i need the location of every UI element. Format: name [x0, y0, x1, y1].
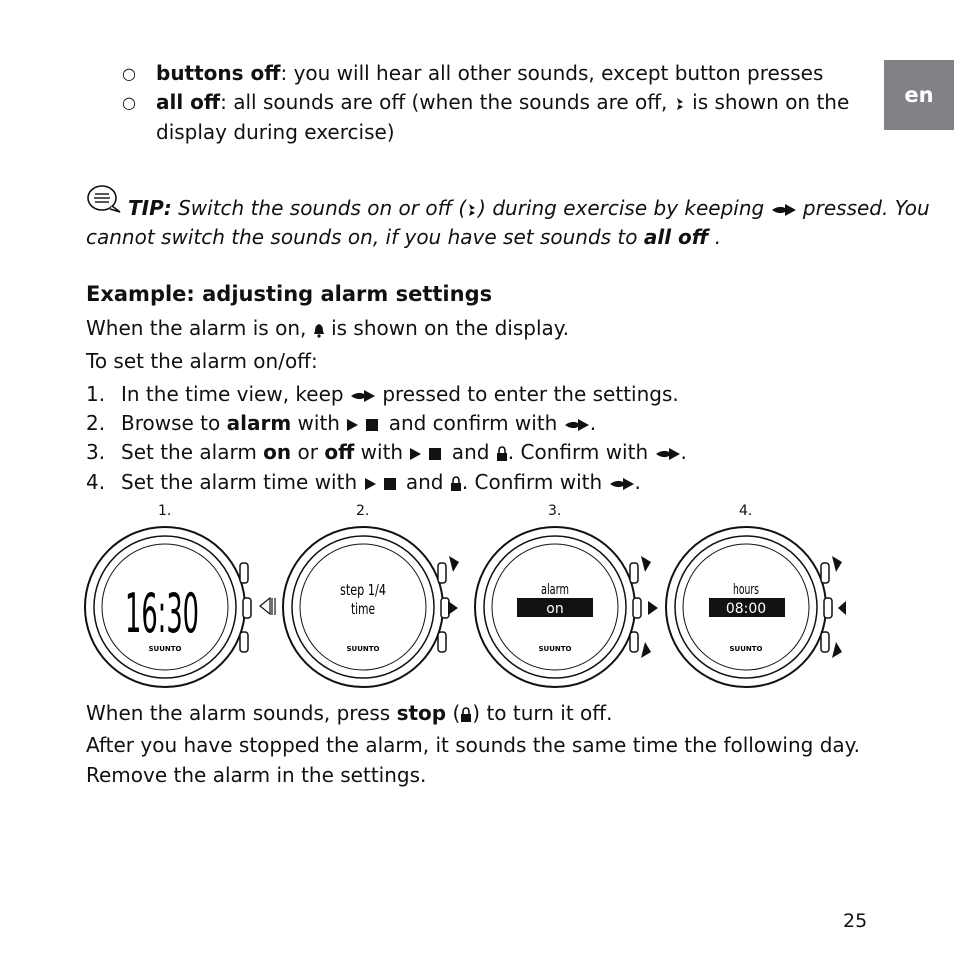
tip-text: Switch the sounds on or off (	[171, 196, 467, 220]
step-4	[86, 470, 641, 494]
bullet-term: buttons off	[156, 61, 281, 85]
step-term: on	[263, 440, 292, 464]
lock-icon	[450, 476, 462, 492]
watch-brand: SUUNTO	[148, 645, 182, 653]
arrow-right-icon	[350, 389, 376, 403]
watch-figure-4	[666, 527, 846, 687]
step-text: . Confirm with	[507, 440, 655, 464]
intro-text: is shown on the display.	[324, 316, 570, 340]
bullet-marker: ○	[122, 64, 136, 83]
step-text: or	[291, 440, 325, 464]
tip-text: pressed. You	[796, 196, 930, 220]
watch-figure-3	[475, 527, 658, 687]
step-text: Browse to	[121, 411, 227, 435]
step-text: .	[589, 411, 597, 435]
watch-figure-2	[283, 527, 459, 687]
watch-display-line1: alarm	[541, 582, 569, 598]
language-tab: en	[884, 60, 954, 130]
watch-brand: SUUNTO	[346, 645, 380, 653]
figure-label: 2.	[356, 503, 370, 519]
bell-icon	[313, 322, 325, 338]
footer-text: ) to turn it off.	[472, 701, 613, 725]
tip-bubble-icon	[86, 184, 124, 216]
figure-label: 3.	[548, 503, 562, 519]
example-intro	[86, 316, 569, 340]
step-number: 4.	[86, 470, 106, 494]
footer-line1	[86, 701, 612, 725]
arrow-right-icon	[564, 418, 590, 432]
watch-brand: SUUNTO	[538, 645, 572, 653]
watch-display-line2: 08:00	[725, 601, 767, 617]
watch-display-line1: hours	[733, 582, 759, 598]
play-stop-icon	[364, 477, 400, 491]
footer-line3: Remove the alarm in the settings.	[86, 763, 427, 787]
intro-text: When the alarm is on,	[86, 316, 313, 340]
step-text: . Confirm with	[461, 470, 609, 494]
tip-term: all off	[643, 225, 709, 249]
watch-display-line1: step 1/4	[340, 581, 386, 599]
step-text: .	[680, 440, 687, 464]
tip-label: TIP:	[128, 196, 172, 220]
step-1	[86, 382, 679, 406]
step-2	[86, 411, 596, 435]
bullet-text: : you will hear all other sounds, except button presses	[280, 61, 824, 85]
step-text: and	[399, 470, 450, 494]
play-stop-icon	[346, 418, 382, 432]
speaker-off-icon	[674, 96, 686, 112]
bullet-buttons-off	[156, 61, 823, 85]
bullet-text: : all sounds are off (when the sounds are off,	[220, 90, 674, 114]
tip-text: .	[708, 225, 722, 249]
watch-brand: SUUNTO	[729, 645, 763, 653]
step-text: and	[445, 440, 496, 464]
bullet-all-off-line2: display during exercise)	[156, 120, 395, 144]
bullet-marker: ○	[122, 93, 136, 112]
step-text: pressed to enter the settings.	[375, 382, 679, 406]
tip-line2	[86, 225, 721, 249]
step-text: and confirm with	[382, 411, 564, 435]
watch-display-line2: time	[351, 600, 375, 618]
figure-label: 1.	[158, 503, 172, 519]
step-text: Set the alarm time with	[121, 470, 364, 494]
step-number: 1.	[86, 382, 106, 406]
footer-line2: After you have stopped the alarm, it sounds the same time the following day.	[86, 733, 861, 757]
tip-line1	[128, 196, 930, 220]
step-term: off	[324, 440, 355, 464]
watch-display-time: 16:30	[125, 582, 199, 645]
lock-icon	[460, 707, 472, 723]
play-stop-icon	[409, 447, 445, 461]
speaker-off-icon	[466, 202, 478, 218]
bullet-all-off	[156, 90, 849, 114]
step-text: with	[354, 440, 410, 464]
watch-figures	[80, 520, 860, 695]
footer-text: When the alarm sounds, press	[86, 701, 397, 725]
watch-figure-1	[85, 527, 275, 687]
footer-term: stop	[396, 701, 447, 725]
set-alarm-line: To set the alarm on/off:	[86, 349, 318, 373]
step-3	[86, 440, 687, 464]
page-number: 25	[843, 910, 868, 932]
step-term: alarm	[226, 411, 292, 435]
step-number: 3.	[86, 440, 106, 464]
step-number: 2.	[86, 411, 106, 435]
bullet-term: all off	[156, 90, 221, 114]
footer-text: (	[446, 701, 461, 725]
example-heading: Example: adjusting alarm settings	[86, 282, 493, 306]
step-text: .	[634, 470, 641, 494]
bullet-text: is shown on the	[685, 90, 850, 114]
step-text: with	[291, 411, 347, 435]
step-text: In the time view, keep	[121, 382, 350, 406]
arrow-right-icon	[655, 447, 681, 461]
watch-display-line2: on	[546, 601, 564, 617]
lock-icon	[496, 446, 508, 462]
step-text: Set the alarm	[121, 440, 264, 464]
button-press-indicator-icon	[260, 598, 270, 614]
tip-text: ) during exercise by keeping	[478, 196, 771, 220]
arrow-right-icon	[609, 477, 635, 491]
arrow-right-icon	[771, 203, 797, 217]
figure-label: 4.	[739, 503, 753, 519]
tip-text: cannot switch the sounds on, if you have set sounds to	[86, 225, 644, 249]
